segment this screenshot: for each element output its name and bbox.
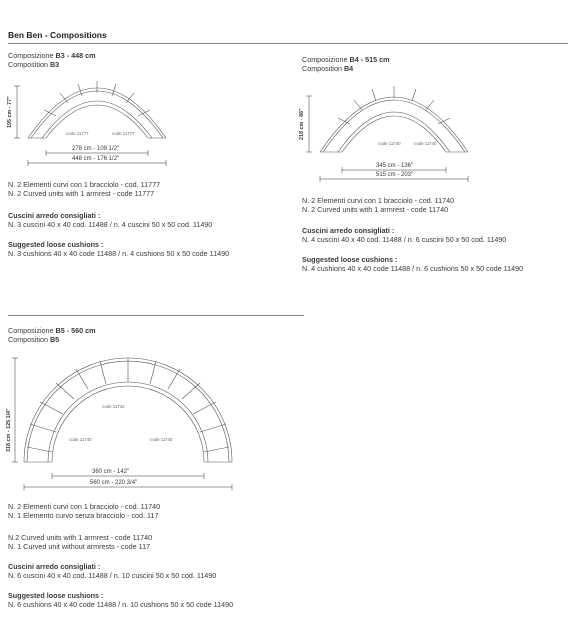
b4-dim-height: 218 cm - 86": [299, 108, 305, 140]
b4-title-it: Composizione B4 - 515 cm: [302, 55, 390, 64]
b3-cushions-en: N. 3 cushions 40 x 40 code 11488 / n. 4 cushions 50 x 50 code 11490: [8, 249, 230, 258]
b5-divider: [8, 315, 304, 316]
b4-elements-it: N. 2 Elementi curvi con 1 bracciolo - cod. 11740: [302, 196, 455, 205]
b3-dim-height: 195 cm - 77": [7, 96, 13, 128]
b4-code-left: code 11740: [378, 141, 401, 146]
b5-code-top: code 11742: [102, 404, 125, 409]
b3-elements-en: N. 2 Curved units with 1 armrest - code 11777: [8, 189, 155, 198]
b4-dim-inner: 345 cm - 136": [376, 163, 414, 169]
b3-code-left: code 11777: [66, 131, 89, 136]
b5-dim-height: 318 cm - 125 1/4": [6, 408, 12, 452]
b3-title-it: Composizione B3 - 448 cm: [8, 51, 96, 60]
b5-cushions-it-title: Cuscini arredo consigliati :: [8, 562, 101, 571]
b5-code-left: code 11740: [69, 437, 92, 442]
b4-cushions-it-title: Cuscini arredo consigliati :: [302, 226, 395, 235]
b5-elements-en-1: N.2 Curved units with 1 armrest - code 11740: [8, 533, 153, 542]
b5-cushions-it: N. 6 cuscini 40 x 40 cod. 11488 / n. 10 cuscini 50 x 50 cod. 11490: [8, 571, 217, 580]
header-divider: [8, 43, 568, 44]
b4-cushions-it: N. 4 cuscini 40 x 40 cod. 11488 / n. 6 cuscini 50 x 50 cod. 11490: [302, 235, 507, 244]
b4-code-right: code 11740: [414, 141, 437, 146]
b5-elements-it-1: N. 2 Elementi curvi con 1 bracciolo - cod. 11740: [8, 502, 161, 511]
b4-elements-en: N. 2 Curved units with 1 armrest - code 11740: [302, 205, 449, 214]
b3-cushions-it: N. 3 cuscini 40 x 40 cod. 11488 / n. 4 cuscini 50 x 50 cod. 11490: [8, 220, 213, 229]
b5-elements-it-2: N. 1 Elemento curvo senza bracciolo - cod. 117: [8, 511, 159, 520]
b3-dim-inner: 278 cm - 109 1/2": [72, 146, 120, 152]
b3-elements-it: N. 2 Elementi curvi con 1 bracciolo - cod. 11777: [8, 180, 161, 189]
b5-code-right: code 11740: [150, 437, 173, 442]
b5-dim-inner: 360 cm - 142": [92, 469, 130, 475]
page-title: Ben Ben - Compositions: [8, 30, 107, 40]
b4-dim-outer: 515 cm - 203": [376, 172, 414, 178]
b5-dim-outer: 560 cm - 220 3/4": [90, 480, 138, 486]
b5-title-it: Composizione B5 - 560 cm: [8, 326, 96, 335]
b5-elements-en-2: N. 1 Curved unit without armrests - code 117: [8, 542, 151, 551]
b3-cushions-en-title: Suggested loose cushions :: [8, 240, 104, 249]
b5-cushions-en-title: Suggested loose cushions :: [8, 591, 104, 600]
b3-dim-outer: 448 cm - 176 1/2": [72, 156, 120, 162]
b3-code-right: code 11777: [112, 131, 135, 136]
b4-cushions-en-title: Suggested loose cushions :: [302, 255, 398, 264]
b5-cushions-en: N. 6 cushions 40 x 40 code 11488 / n. 10 cushions 50 x 50 code 11490: [8, 600, 234, 609]
b4-cushions-en: N. 4 cushions 40 x 40 code 11488 / n. 6 cushions 50 x 50 code 11490: [302, 264, 524, 273]
b3-title-en: Composition B3: [8, 60, 60, 69]
b3-cushions-it-title: Cuscini arredo consigliati :: [8, 211, 101, 220]
b4-title-en: Composition B4: [302, 64, 354, 73]
b5-title-en: Composition B5: [8, 335, 60, 344]
